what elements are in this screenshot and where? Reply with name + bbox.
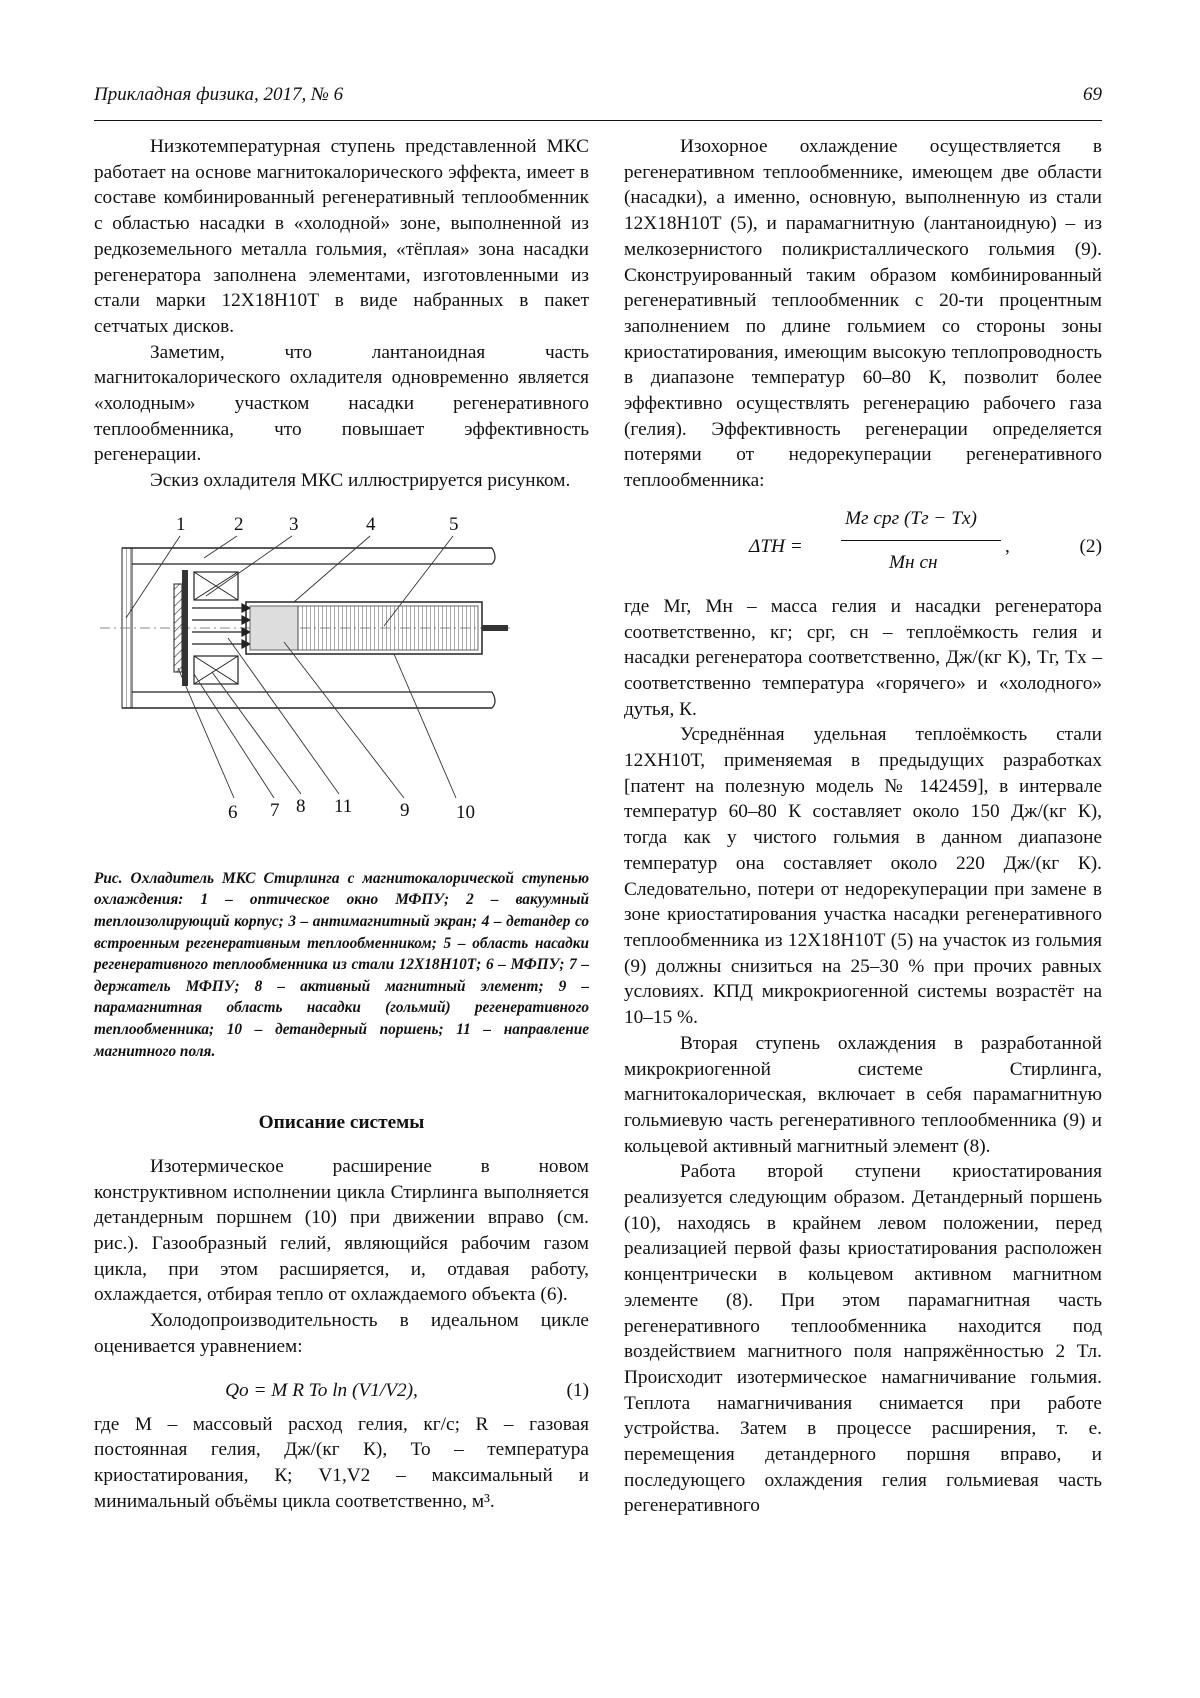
equation-2-number: (2) [1079, 535, 1102, 557]
cooler-diagram [94, 508, 589, 854]
figure-label-10: 10 [456, 801, 475, 823]
equation-2-numerator: Mг cрг (Tг − Tх) [845, 507, 977, 529]
piston-rod [482, 625, 508, 631]
paragraph: Изотермическое расширение в новом конструктивном исполнении цикла Стирлинга выполняется детандерным поршнем (10) при движении вправо (см. рис.). Газообразный гелий, являющийся рабочим газом цикла, при этом расширяется, и, отдавая работу, охлаждается, отбирая тепло от охлаждаемого объекта (6). [94, 1155, 589, 1306]
header-rule [94, 120, 1102, 121]
figure-label-5: 5 [449, 513, 459, 535]
figure-label-11: 11 [334, 795, 353, 817]
right-column [624, 134, 1102, 1519]
field-arrows [192, 604, 250, 648]
left-column [94, 134, 589, 1514]
section-title: Описание системы [258, 1112, 425, 1134]
equation-2-fraction [749, 502, 1009, 594]
equation-1-body: Qo = M R To ln (V1/V2), [225, 1379, 418, 1401]
figure-caption: Рис. Охладитель МКС Стирлинга с магнитокалорической ступенью охлаждения: 1 – оптическое окно МФПУ; 2 – вакуумный теплоизолирующий корпус; 3 – антимагнитный экран; 4 – детандер со встроенным регенеративным теплообменником; 5 – область насадки регенеративного теплообменника из стали 12Х18Н10Т; 6 – МФПУ; 7 – держатель МФПУ; 8 – активный магнитный элемент; 9 – парамагнитная область насадки (гольмий) регенеративного теплообменника; 10 – детандерный поршень; 11 – направление магнитного поля. [94, 869, 589, 1060]
paragraph: Заметим, что лантаноидная часть магнитокалорического охладителя одновременно является «холодным» участком насадки регенеративного теплообменника, что повышает эффективность регенерации. [94, 341, 589, 466]
equation-1-number: (1) [566, 1379, 589, 1401]
equation-2-comma: , [1005, 535, 1010, 557]
holmium-packing [250, 606, 298, 650]
figure-label-4: 4 [366, 513, 376, 535]
steel-packing [298, 606, 478, 650]
paragraph: Изохорное охлаждение осуществляется в регенеративном теплообменнике, имеющем две области (насадки), а именно, основную, выполненную из стали 12Х18Н10Т (5), и парамагнитную (лантаноидную) – из мелкозернистого поликристаллического гольмия (9). Сконструированный таким образом комбинированный регенеративный теплообменник с 20-ти процентным заполнением по длине гольмием со стороны зоны криостатирования, имеющим высокую теплопроводность в диапазоне температур 60–80 К, позволит более эффективно осуществлять регенерацию рабочего газа (гелия). Эффективность регенерации определяется потерями от недорекуперации регенеративного теплообменника: [624, 136, 1102, 492]
figure-label-6: 6 [228, 801, 238, 823]
equation-2 [624, 502, 1102, 594]
figure-label-3: 3 [289, 513, 299, 535]
journal-header: Прикладная физика, 2017, № 6 [94, 84, 344, 105]
page-number: 69 [1083, 84, 1102, 105]
paragraph: где Mг, Mн – масса гелия и насадки регенератора соответственно, кг; cрг, cн – теплоёмкость гелия и насадки регенератора соответственно, Дж/(кг К), Tг, Tх – соответственно температура «горячего» и «холодного» дутья, К. [624, 595, 1102, 720]
equation-1 [94, 1368, 589, 1412]
paragraph: Эскиз охладителя МКС иллюстрируется рисунком. [150, 470, 571, 492]
paragraph: Низкотемпературная ступень представленной МКС работает на основе магнитокалорического эффекта, имеет в составе комбинированный регенеративный теплообменник с областью насадки в «холодной» зоне, выполненной из редкоземельного металла гольмия, «тёплая» зона насадки регенератора заполнена элементами, изготовленными из стали марки 12Х18Н10Т в виде набранных в пакет сетчатых дисков. [94, 136, 589, 337]
paragraph: Усреднённая удельная теплоёмкость стали 12ХН10Т, применяемая в предыдущих разработках [патент на полезную модель № 142459], в интервале температур 60–80 К составляет около 150 Дж/(кг К), тогда как у чистого гольмия в данном диапазоне температур она составляет около 220 Дж/(кг К). Следовательно, потери от недорекуперации при замене в зоне криостатирования участка насадки регенеративного теплообменника из 12Х18Н10Т (5) на участок из гольмия (9) должны снизиться на 25–30 % при прочих равных условиях. КПД микрокриогенной системы возрастёт на 10–15 %. [624, 724, 1102, 1029]
fpa [182, 570, 188, 686]
equation-2-denominator: Mн cн [889, 551, 938, 573]
fpa-holder [174, 584, 182, 672]
figure-label-8: 8 [296, 795, 306, 817]
paragraph: где M – массовый расход гелия, кг/с; R – газовая постоянная гелия, Дж/(кг К), To – температура криостатирования, К; V1,V2 – максимальный и минимальный объёмы цикла соответственно, м³. [94, 1413, 589, 1512]
cooler-figure [94, 508, 589, 854]
figure-label-7: 7 [270, 799, 280, 821]
paragraph: Работа второй ступени криостатирования реализуется следующим образом. Детандерный поршень (10), находясь в крайнем левом положении, перед реализацией первой фазы криостатирования расположен концентрически в кольцевом активном магнитном элементе (8). При этом парамагнитная часть регенеративного теплообменника находится под воздействием магнитного поля напряжённостью 2 Тл. Происходит изотермическое намагничивание гольмия. Теплота намагничивания снимается при работе устройства. Затем в процессе расширения, т. е. перемещения детандерного поршня вправо, и последующего охлаждения гелия гольмиевая часть регенеративного [624, 1161, 1102, 1517]
equation-2-lhs: ΔTH = [749, 535, 803, 557]
figure-label-1: 1 [176, 513, 186, 535]
paragraph: Вторая ступень охлаждения в разработанной микрокриогенной системе Стирлинга, магнитокалорическая, включает в себя парамагнитную гольмиевую часть регенеративного теплообменника (9) и кольцевой активный магнитный элемент (8). [624, 1032, 1102, 1157]
figure-label-2: 2 [234, 513, 244, 535]
figure-label-9: 9 [400, 799, 410, 821]
paragraph: Холодопроизводительность в идеальном цикле оценивается уравнением: [94, 1310, 589, 1357]
fraction-bar [841, 540, 1001, 541]
